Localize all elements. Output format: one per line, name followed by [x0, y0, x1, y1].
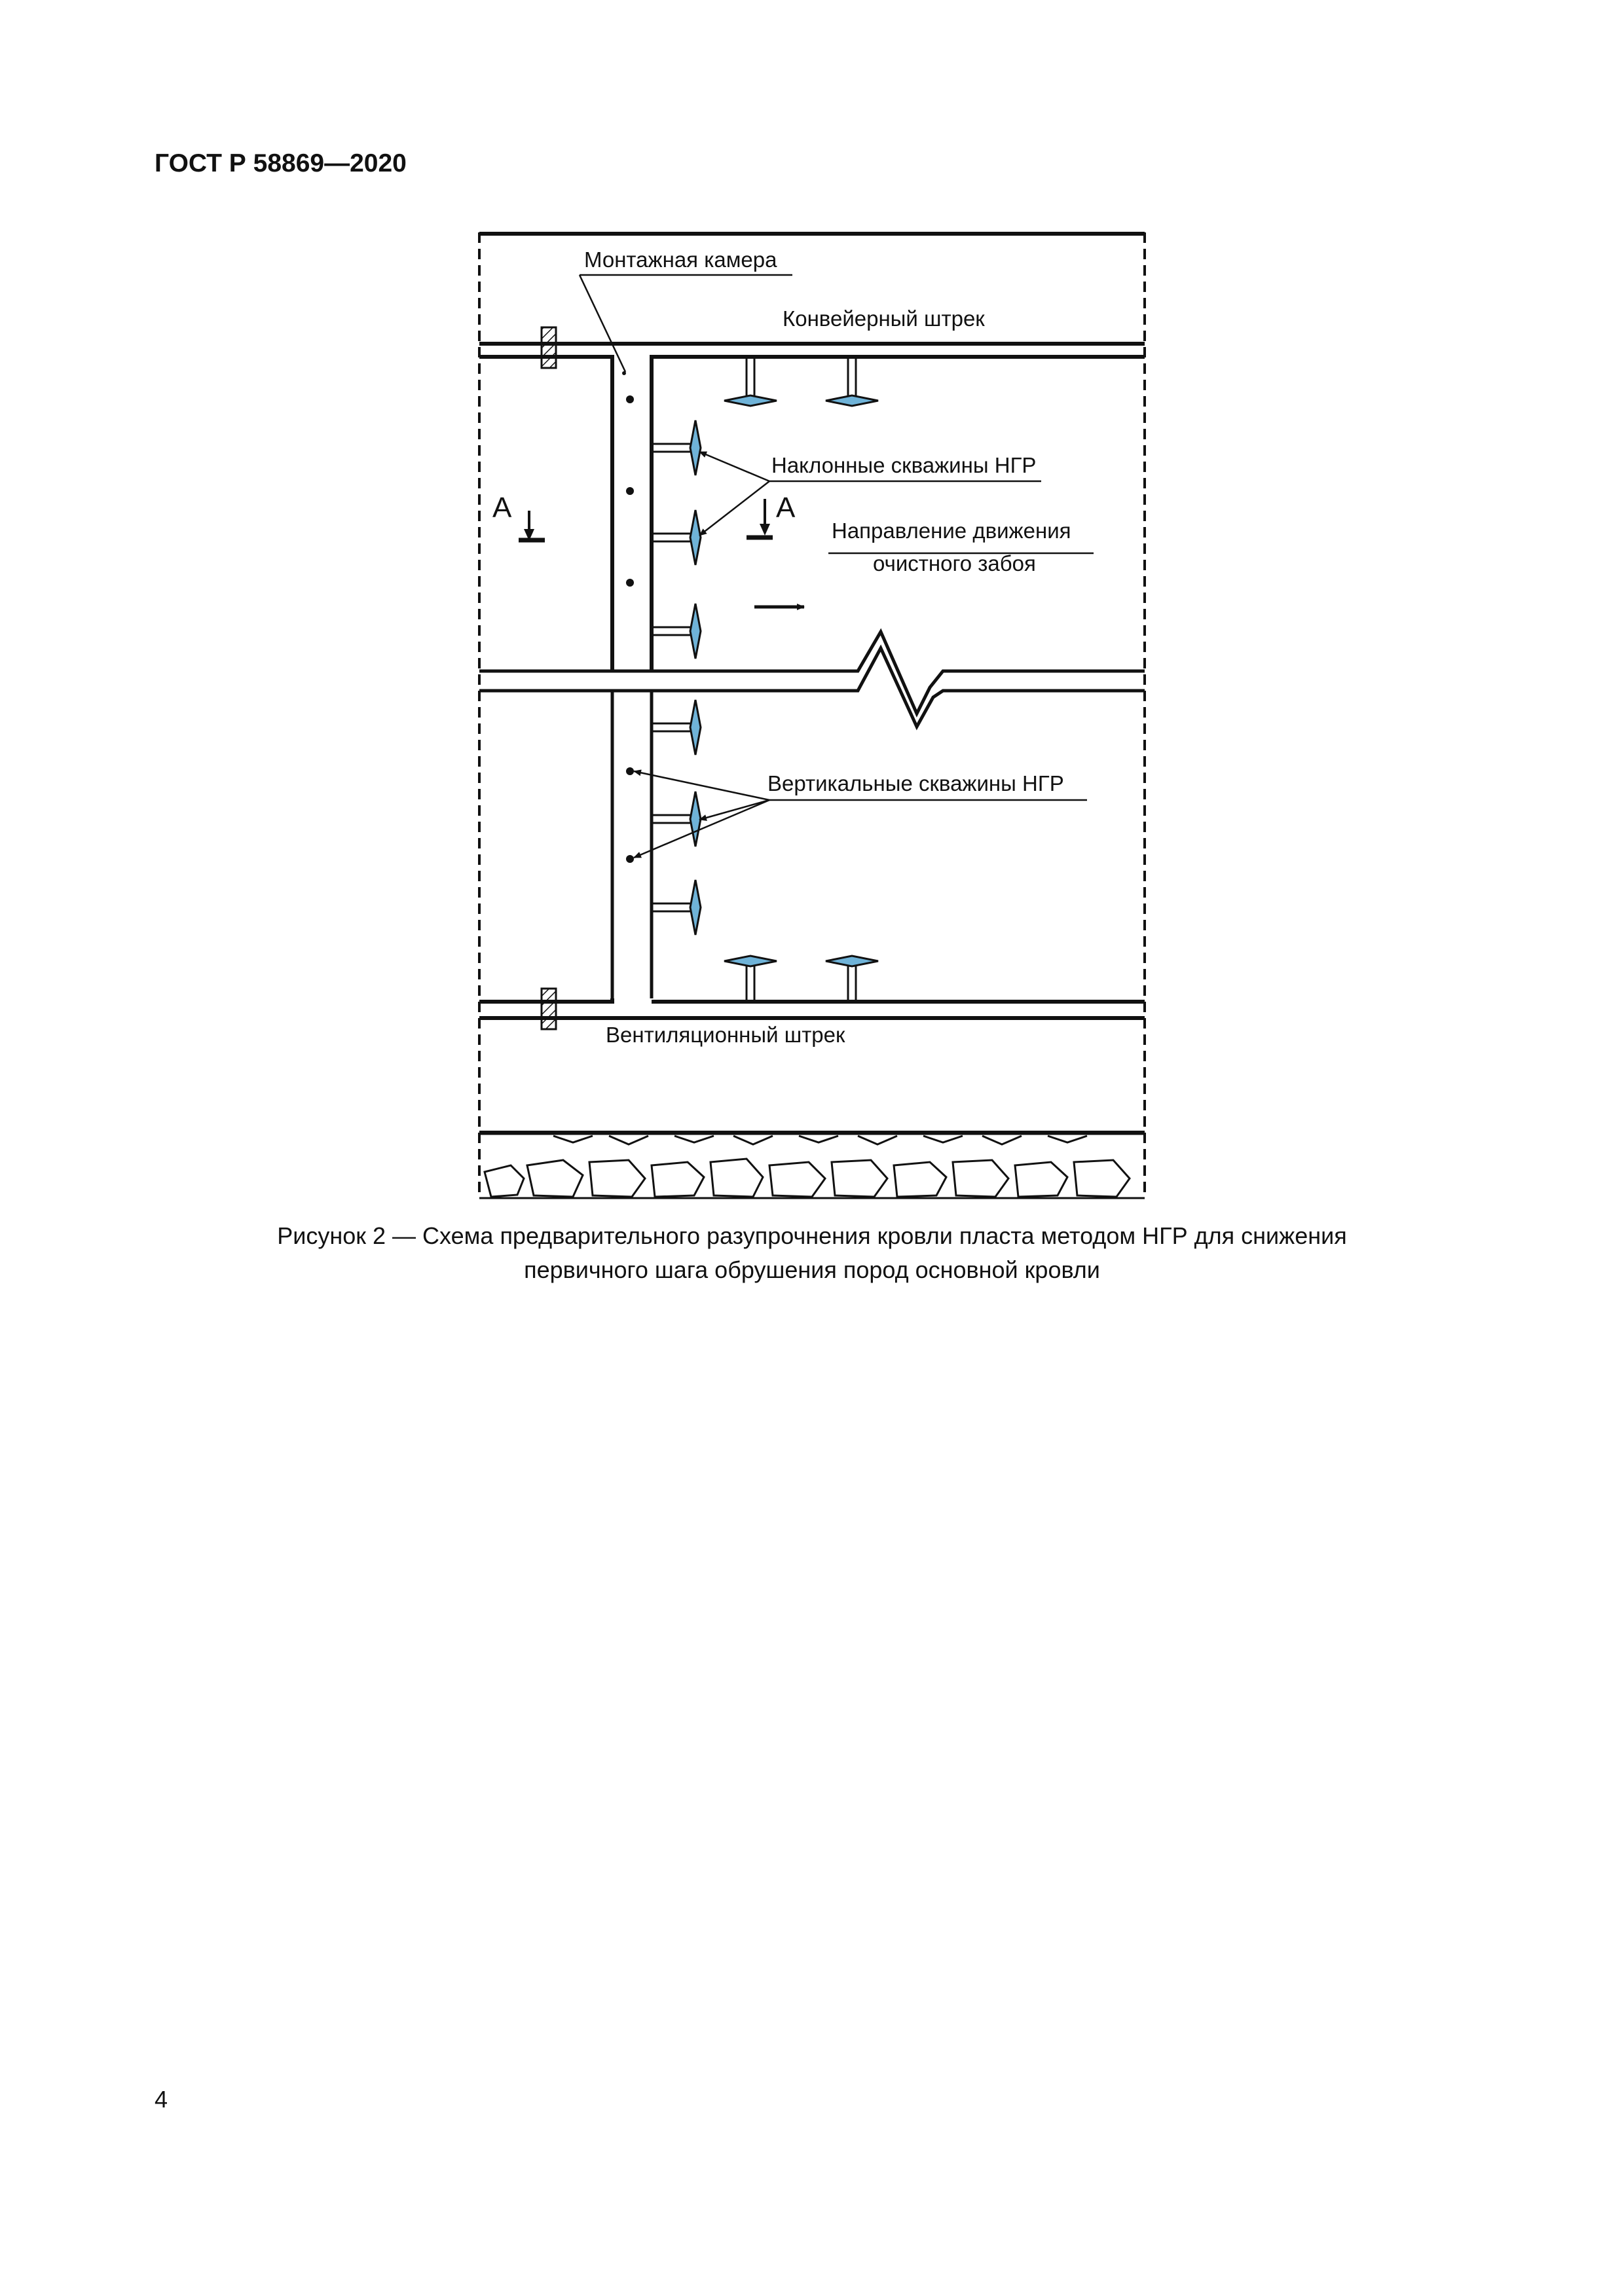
- caption-line-2: первичного шага обрушения пород основной кровли: [524, 1256, 1100, 1283]
- label-montage-chamber: Монтажная камера: [584, 247, 777, 272]
- page-number: 4: [155, 2086, 168, 2113]
- label-conveyor-drift: Конвейерный штрек: [783, 306, 985, 331]
- outer-dashed-border: [479, 232, 1145, 1198]
- conveyor-drift-lines: [479, 344, 1145, 671]
- break-line: [479, 632, 1145, 998]
- label-direction-line1: Направление движения: [832, 519, 1071, 543]
- ventilation-drift-lines: [479, 998, 1145, 1133]
- caption-line-1: Рисунок 2 — Схема предварительного разупрочнения кровли пласта методом НГР для снижения: [277, 1222, 1347, 1249]
- figure-caption: [0, 1219, 1624, 1287]
- well-dots: [622, 371, 634, 863]
- label-ventilation-drift: Вентиляционный штрек: [606, 1023, 845, 1047]
- section-marker-right: [747, 492, 796, 538]
- label-vertical-wells: Вертикальные скважины НГР: [767, 771, 1064, 795]
- document-code-header: ГОСТ Р 58869—2020: [155, 149, 407, 177]
- collapsed-rock-pattern: [479, 1134, 1145, 1198]
- svg-text:А: А: [776, 492, 796, 524]
- hatched-marker-bottom: [542, 989, 556, 1029]
- label-direction-line2: очистного забоя: [873, 551, 1036, 575]
- label-inclined-wells: Наклонные скважины НГР: [771, 453, 1037, 477]
- hatched-marker-top: [542, 327, 556, 368]
- svg-text:А: А: [492, 492, 512, 524]
- section-marker-left: [492, 492, 545, 541]
- inclined-well-symbols: [652, 420, 701, 935]
